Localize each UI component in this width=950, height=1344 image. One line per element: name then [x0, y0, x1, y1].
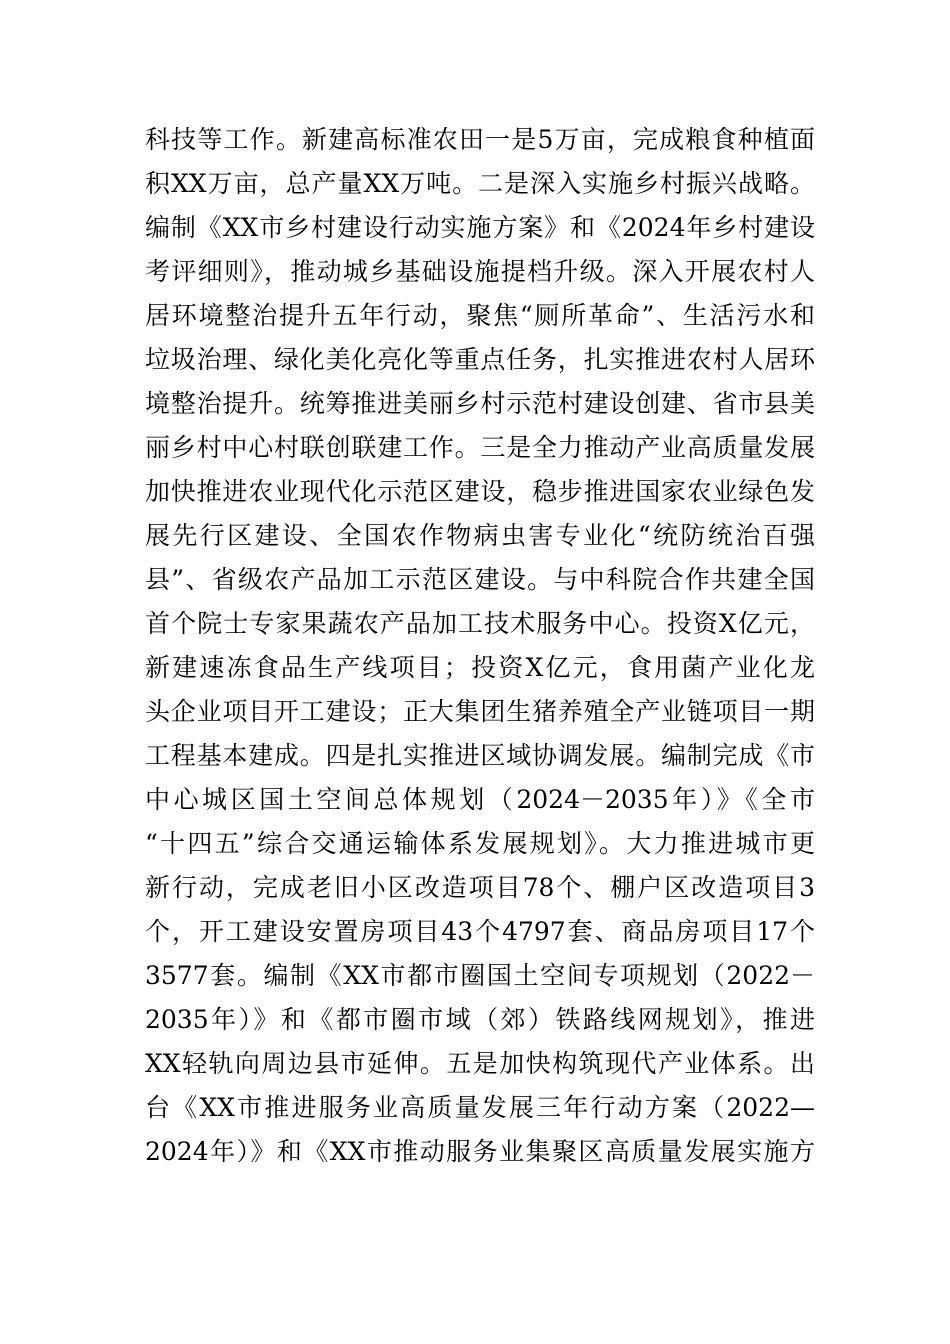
text-line: 中心城区国土空间总体规划（2024－2035年）》《全市 [145, 785, 815, 814]
text-line: 新行动，完成老旧小区改造项目78个、棚户区改造项目3 [145, 873, 815, 902]
text-line: 垃圾治理、绿化美化亮化等重点任务，扎实推进农村人居环 [145, 345, 815, 374]
body-text [145, 118, 815, 1174]
text-line: 2035年）》和《都市圈市域（郊）铁路线网规划》，推进 [145, 1005, 815, 1034]
text-line: 个，开工建设安置房项目43个4797套、商品房项目17个 [145, 917, 815, 946]
text-line: 3577套。编制《XX市都市圈国土空间专项规划（2022－ [145, 961, 815, 990]
text-line: 丽乡村中心村联创联建工作。三是全力推动产业高质量发展 [145, 433, 815, 462]
text-line: 头企业项目开工建设；正大集团生猪养殖全产业链项目一期 [145, 697, 815, 726]
text-line: 县”、省级农产品加工示范区建设。与中科院合作共建全国 [145, 565, 815, 594]
text-line: 居环境整治提升五年行动，聚焦“厕所革命”、生活污水和 [145, 301, 815, 330]
text-line: 2024年）》和《XX市推动服务业集聚区高质量发展实施方 [145, 1137, 815, 1166]
text-line: 加快推进农业现代化示范区建设，稳步推进国家农业绿色发 [145, 477, 815, 506]
text-line: 展先行区建设、全国农作物病虫害专业化“统防统治百强 [145, 521, 815, 550]
text-line: 首个院士专家果蔬农产品加工技术服务中心。投资X亿元， [145, 609, 815, 638]
text-line: 科技等工作。新建高标准农田一是5万亩，完成粮食种植面 [145, 125, 815, 154]
text-line: 考评细则》，推动城乡基础设施提档升级。深入开展农村人 [145, 257, 815, 286]
text-line: 境整治提升。统筹推进美丽乡村示范村建设创建、省市县美 [145, 389, 815, 418]
text-line: 新建速冻食品生产线项目；投资X亿元，食用菌产业化龙 [145, 653, 815, 682]
text-line: 积XX万亩，总产量XX万吨。二是深入实施乡村振兴战略。 [145, 169, 815, 198]
text-line: 编制《XX市乡村建设行动实施方案》和《2024年乡村建设 [145, 213, 815, 242]
text-line: XX轻轨向周边县市延伸。五是加快构筑现代产业体系。出 [145, 1049, 815, 1078]
text-line: 工程基本建成。四是扎实推进区域协调发展。编制完成《市 [145, 741, 815, 770]
text-line: “十四五”综合交通运输体系发展规划》。大力推进城市更 [145, 829, 815, 858]
text-line: 台《XX市推进服务业高质量发展三年行动方案（2022— [145, 1093, 815, 1122]
